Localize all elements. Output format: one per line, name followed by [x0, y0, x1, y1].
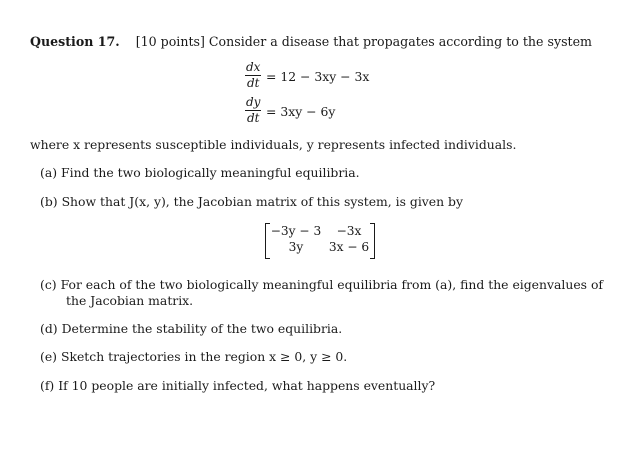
- equation-1-rhs: = 12 − 3xy − 3x: [266, 69, 370, 84]
- part-e: [40, 349, 347, 365]
- part-a-text: Find the two biologically meaningful equilibria.: [61, 165, 360, 180]
- question-label: Question 17.: [30, 34, 120, 49]
- question-points: [10 points]: [135, 34, 205, 49]
- part-b-label: (b): [40, 194, 58, 209]
- part-f-text: If 10 people are initially infected, what happens eventually?: [58, 378, 436, 393]
- matrix-cell-r1c1: −3y − 3: [270, 224, 322, 238]
- equation-2-fraction: [245, 96, 261, 125]
- jacobian-matrix: [265, 223, 375, 259]
- part-c: [40, 277, 603, 293]
- equation-1-fraction: [245, 61, 261, 90]
- where-text: where x represents susceptible individuals, y represents infected individuals.: [30, 137, 517, 152]
- question-header: [30, 34, 592, 50]
- part-a-label: (a): [40, 165, 58, 180]
- part-d: [40, 321, 342, 337]
- equation-2-numerator: dy: [246, 95, 261, 109]
- part-d-text: Determine the stability of the two equilibria.: [61, 321, 343, 336]
- part-f: [40, 378, 435, 394]
- part-e-text: Sketch trajectories in the region x ≥ 0, y ≥ 0.: [60, 349, 348, 364]
- part-b-text: Show that J(x, y), the Jacobian matrix of this system, is given by: [61, 194, 463, 209]
- part-e-label: (e): [40, 349, 58, 364]
- part-c-text-line2: the Jacobian matrix.: [66, 293, 194, 308]
- part-b: [40, 194, 463, 210]
- question-intro: Consider a disease that propagates according to the system: [208, 34, 592, 49]
- part-a: [40, 165, 360, 181]
- equation-1-denominator: dt: [246, 76, 260, 90]
- matrix-cell-r2c2: 3x − 6: [328, 240, 370, 254]
- part-d-label: (d): [40, 321, 58, 336]
- part-c-label: (c): [40, 277, 57, 292]
- matrix-cell-r2c1: 3y: [288, 240, 304, 254]
- part-f-label: (f): [40, 378, 55, 393]
- equation-2-denominator: dt: [246, 111, 260, 125]
- equation-2-rhs: = 3xy − 6y: [266, 104, 336, 119]
- equation-1-numerator: dx: [246, 60, 261, 74]
- matrix-cell-r1c2: −3x: [336, 224, 362, 238]
- part-c-text-line1: For each of the two biologically meaningful equilibria from (a), find the eigenvalues of: [60, 277, 603, 292]
